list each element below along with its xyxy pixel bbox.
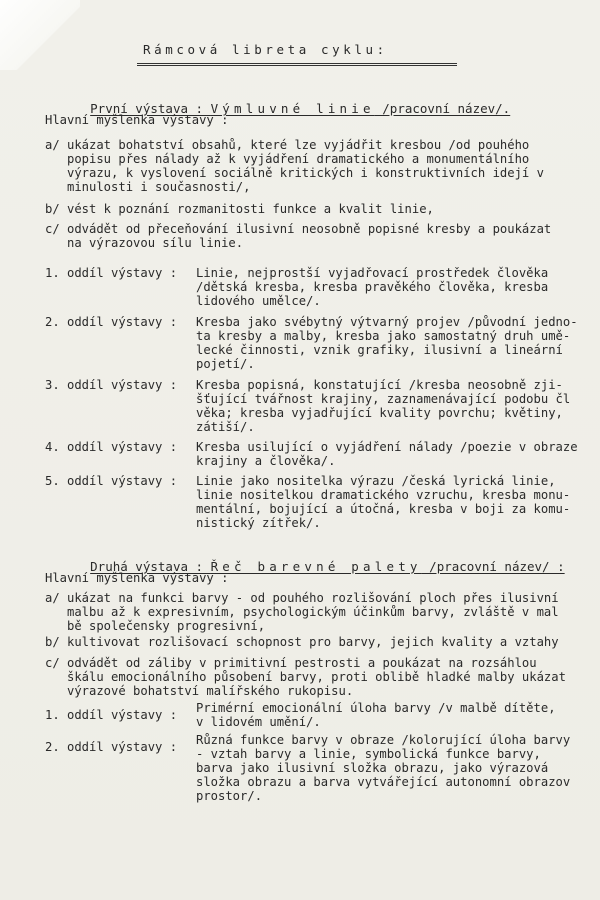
- exhibit2-section-text: složka obrazu a barva vytvářející autonomní obrazov: [196, 775, 571, 789]
- exhibit1-section-text: /dětská kresba, kresba pravěkého člověka, kresba: [196, 280, 549, 294]
- exhibit2-suffix: /pracovní název/ :: [421, 559, 565, 574]
- exhibit2-c-line: škálu emocionálního působení barvy, proti oblibě hladké malby ukázat: [67, 670, 566, 684]
- exhibit1-prefix: První výstava :: [90, 101, 211, 116]
- exhibit2-section-label: 1. oddíl výstavy :: [45, 708, 178, 722]
- exhibit1-a-marker: a/: [45, 138, 60, 152]
- exhibit1-a-line: popisu přes nálady až k vyjádření dramatického a monumentálního: [67, 152, 530, 166]
- exhibit2-c-marker: c/: [45, 656, 60, 670]
- exhibit1-section-text: Kresba jako svébytný výtvarný projev /původní jedno-: [196, 315, 578, 329]
- exhibit1-suffix: /pracovní název/.: [374, 101, 511, 116]
- document-title: Rámcová libreta cyklu:: [143, 42, 388, 57]
- exhibit2-b-line: kultivovat rozlišovací schopnost pro barvy, jejich kvality a vztahy: [67, 635, 559, 649]
- exhibit1-section-text: Linie jako nositelka výrazu /česká lyrická linie,: [196, 474, 556, 488]
- exhibit1-c-line: odvádět od přeceňování ilusivní neosobně popisné kresby a poukázat: [67, 222, 552, 236]
- exhibit1-section-label: 5. oddíl výstavy :: [45, 474, 178, 488]
- exhibit2-c-line: odvádět od záliby v primitivní pestrosti a poukázat na rozsáhlou: [67, 656, 537, 670]
- exhibit1-section-text: nistický zítřek/.: [196, 516, 321, 530]
- exhibit2-section-text: Primérní emocionální úloha barvy /v malbě dítěte,: [196, 701, 556, 715]
- exhibit1-section-label: 4. oddíl výstavy :: [45, 440, 178, 454]
- exhibit2-section-text: - vztah barvy a linie, symbolická funkce barvy,: [196, 747, 541, 761]
- exhibit1-section-text: Linie, nejprostší vyjadřovací prostředek člověka: [196, 266, 549, 280]
- folded-corner: [0, 0, 80, 70]
- exhibit1-c-line: na výrazovou sílu linie.: [67, 236, 244, 250]
- exhibit2-name: Řeč barevné palety: [210, 559, 422, 574]
- exhibit2-a-line: ukázat na funkci barvy - od pouhého rozlišování ploch přes ilusivní: [67, 591, 559, 605]
- exhibit2-a-marker: a/: [45, 591, 60, 605]
- exhibit2-section-text: prostor/.: [196, 789, 263, 803]
- exhibit1-section-label: 2. oddíl výstavy :: [45, 315, 178, 329]
- exhibit1-a-line: ukázat bohatství obsahů, které lze vyjádřit kresbou /od pouhého: [67, 138, 530, 152]
- exhibit2-a-line: bě společensky progresivní,: [67, 619, 266, 633]
- exhibit1-b-line: vést k poznání rozmanitosti funkce a kvalit linie,: [67, 202, 434, 216]
- exhibit2-b-marker: b/: [45, 635, 60, 649]
- exhibit1-section-text: mentální, bojující a útočná, kresba v boji za komu-: [196, 502, 571, 516]
- exhibit1-b-marker: b/: [45, 202, 60, 216]
- exhibit2-section-text: Různá funkce barvy v obraze /kolorující úloha barvy: [196, 733, 571, 747]
- exhibit1-section-text: lecké činnosti, vznik grafiky, ilusivní a lineární: [196, 343, 563, 357]
- exhibit1-name: Výmluvné linie: [210, 101, 375, 116]
- exhibit1-section-text: krajiny a člověka/.: [196, 454, 336, 468]
- exhibit1-section-label: 1. oddíl výstavy :: [45, 266, 178, 280]
- exhibit1-a-line: minulosti i současnosti/,: [67, 180, 251, 194]
- exhibit2-main-idea-label: Hlavní myšlenka výstavy :: [45, 571, 229, 585]
- exhibit1-section-text: Kresba usilující o vyjádření nálady /poezie v obraze: [196, 440, 578, 454]
- exhibit2-section-text: v lidovém umění/.: [196, 715, 321, 729]
- exhibit1-c-marker: c/: [45, 222, 60, 236]
- exhibit1-section-text: věka; kresba vyjadřující kvality povrchu; květiny,: [196, 406, 563, 420]
- exhibit2-a-line: malbu až k expresivním, psychologickým účinkům barvy, zvláště v mal: [67, 605, 559, 619]
- exhibit1-section-text: linie nositelkou dramatického vzruchu, kresba monu-: [196, 488, 571, 502]
- exhibit1-section-label: 3. oddíl výstavy :: [45, 378, 178, 392]
- exhibit1-section-text: šťující tvářnost krajiny, zaznamenávající podobu čl: [196, 392, 571, 406]
- exhibit1-a-line: výrazu, k vyslovení sociálně kritických i konstruktivních idejí v: [67, 166, 544, 180]
- exhibit1-section-text: lidového umělce/.: [196, 294, 321, 308]
- exhibit1-section-text: pojetí/.: [196, 357, 255, 371]
- exhibit2-prefix: Druhá výstava :: [90, 559, 211, 574]
- exhibit1-section-text: zátiší/.: [196, 420, 255, 434]
- exhibit1-section-text: Kresba popisná, konstatující /kresba neosobně zji-: [196, 378, 563, 392]
- exhibit2-c-line: výrazové bohatství malířského rukopisu.: [67, 684, 354, 698]
- exhibit1-main-idea-label: Hlavní myšlenka výstavy :: [45, 113, 229, 127]
- exhibit2-section-label: 2. oddíl výstavy :: [45, 740, 178, 754]
- exhibit2-section-text: barva jako ilusivní složka obrazu, jako výrazová: [196, 761, 549, 775]
- title-double-underline: [137, 63, 457, 66]
- exhibit1-section-text: ta kresby a malby, kresba jako samostatný druh umě-: [196, 329, 571, 343]
